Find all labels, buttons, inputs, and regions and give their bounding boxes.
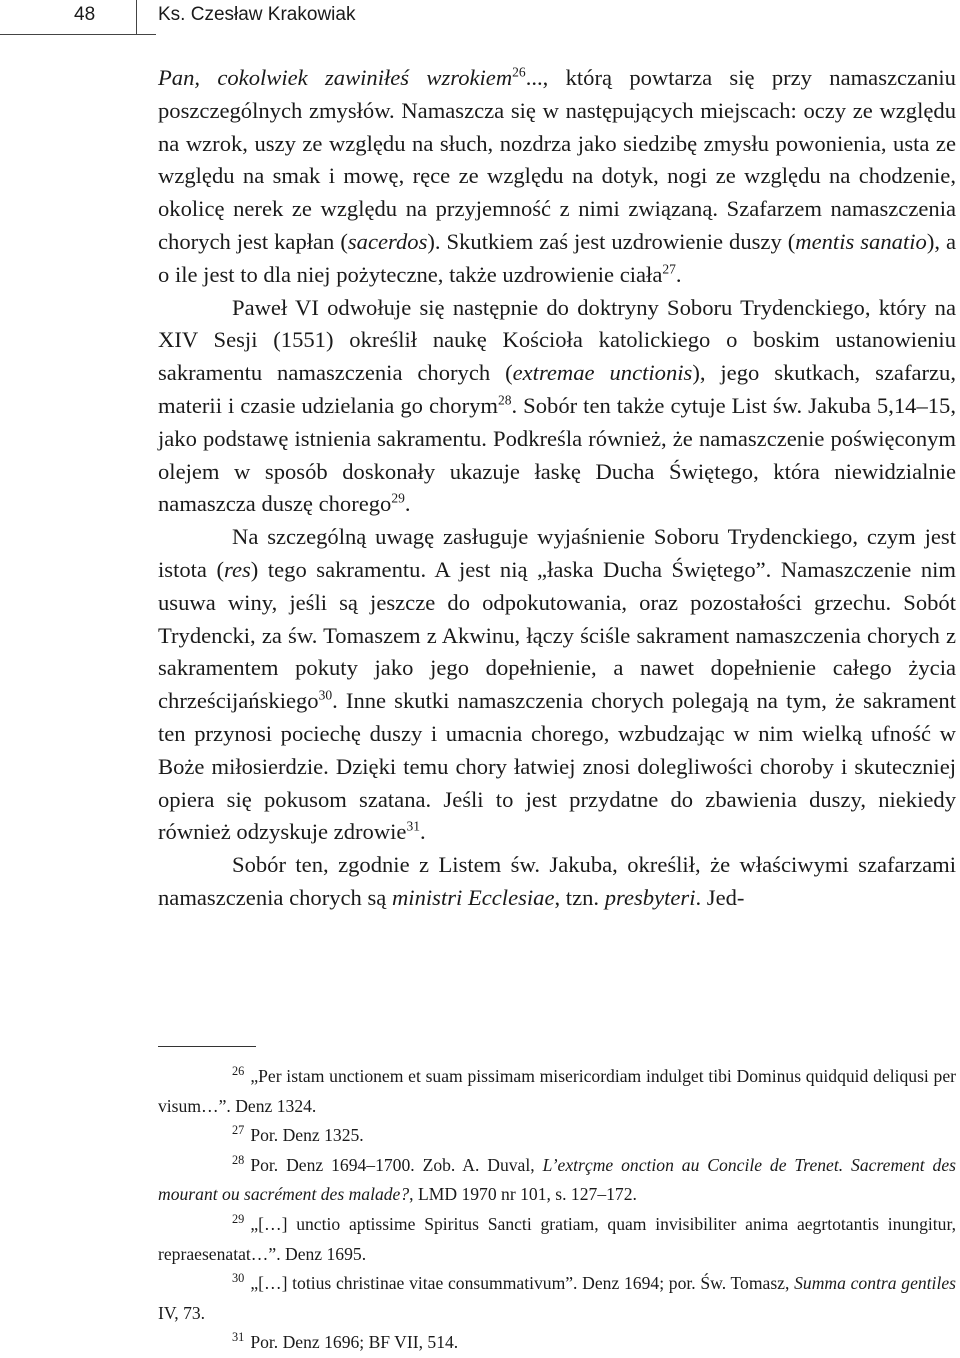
text-run: ), jego skutkach, szafarzu, materii i czasie udzielania go chorym xyxy=(158,360,956,418)
italic-text: L’extrçme onction au Concile de Trenet. Sacrement des mourant ou sacrément des malade? xyxy=(158,1154,957,1205)
text-run: ). Skutkiem zaś jest uzdrowienie duszy ( xyxy=(427,228,796,254)
body-paragraph xyxy=(158,849,956,915)
text-run: ..., którą powtarza się przy namaszczaniu poszczególnych zmysłów. Namaszcza się w następujących miejscach: oczy ze względu na wzrok, uszy ze względu na słuch, nozdrza jako siedzibę zmysłu powonienia, usta ze względu na smak i mowę, ręce ze względu na dotyk, nogi ze względu na chodzenie, okolicę nerek ze względu na przyjemność z nimi związaną. Szafarzem namaszczenia chorych jest kapłan ( xyxy=(158,65,956,254)
running-title: Ks. Czesław Krakowiak xyxy=(158,4,356,25)
footnote-number: 26 xyxy=(232,1064,245,1079)
text-run: ), a o ile jest to dla niej pożyteczne, także uzdrowienie ciała xyxy=(158,228,957,287)
italic-text: Summa contra gentiles xyxy=(794,1273,956,1294)
header-rule xyxy=(0,34,156,35)
text-run: . xyxy=(420,819,426,845)
footnote-item xyxy=(158,1151,956,1210)
footnote-item xyxy=(158,1062,956,1121)
italic-text: sacerdos xyxy=(347,228,428,254)
footnotes xyxy=(158,1062,956,1358)
text-run: . Sobór ten także cytuje List św. Jakuba 5,14–15, jako podstawę istnienia sakramentu. Podkreśla również, że namaszczenie poświęconym olejem w sposób doskonały ukazuje łaskę Ducha Świętego, która niewidzialnie namaszcza duszę chorego xyxy=(158,392,956,517)
text-run: , tzn. xyxy=(554,884,605,910)
text-run: , LMD 1970 nr 101, s. 127–172. xyxy=(409,1184,637,1205)
page-number: 48 xyxy=(74,4,96,25)
footnote-number: 31 xyxy=(232,1330,245,1345)
text-run: . Inne skutki namaszczenia chorych polegają na tym, że sakrament ten przynosi pociechę duszy i umacnia chorego, wzbudzając w nim wielką ufność w Boże miłosierdzie. Dzięki temu chory łatwiej znosi dolegliwości choroby i skuteczniej opiera się pokusom szatana. Jeśli to jest przydatne do zbawienia duszy, niekiedy również odzyskuje zdrowie xyxy=(158,688,956,845)
footnote-number: 29 xyxy=(232,1212,245,1227)
footnote-item xyxy=(158,1328,956,1358)
footnote-ref[interactable]: 29 xyxy=(391,490,405,506)
footnote-number: 27 xyxy=(232,1123,245,1138)
text-run: IV, 73. xyxy=(158,1302,206,1323)
italic-text: Pan, cokolwiek zawiniłeś wzrokiem xyxy=(158,65,513,90)
footnote-number: 28 xyxy=(232,1152,245,1167)
text-run: „[…] unctio aptissime Spiritus Sancti gratiam, quam invisibiliter anima aegrtotantis inungitur, repraesenatat…”. Denz 1695. xyxy=(158,1213,956,1264)
body-paragraph xyxy=(158,62,956,292)
text-run: ) tego sakramentu. A jest nią „łaska Ducha Świętego”. Namaszczenie nim usuwa winy, jeśli są jeszcze do odpokutowania, oraz pozostałości grzechu. Sobót Trydencki, za św. Tomaszem z Akwinu, łączy ściśle sakrament namaszczenia chorych z sakramentem pokuty jako jego dopełnienie, a nawet dopełnienie całego życia chrześcijańskiego xyxy=(158,556,956,714)
text-run: . Jed- xyxy=(695,884,745,910)
italic-text: ministri Ecclesiae xyxy=(391,884,555,910)
text-run: „Per istam unctionem et suam pissimam misericordiam indulget tibi Dominus quidquid deliqusi per visum…”. Denz 1324. xyxy=(158,1066,956,1116)
text-run: Na szczególną uwagę zasługuje wyjaśnienie Soboru Trydenckiego, czym jest istota ( xyxy=(158,524,956,582)
footnote-number: 30 xyxy=(232,1271,245,1286)
footnote-ref[interactable]: 31 xyxy=(406,818,420,834)
text-run: Por. Denz 1696; BF VII, 514. xyxy=(250,1332,459,1353)
text-run: Paweł VI odwołuje się następnie do doktryny Soboru Trydenckiego, który na XIV Sesji (1551) określił naukę Kościoła katolickiego o boskim ustanowieniu sakramentu namaszczenia chorych ( xyxy=(158,294,956,386)
footnote-item xyxy=(158,1210,956,1269)
main-text xyxy=(158,62,956,915)
text-run: Sobór ten, zgodnie z Listem św. Jakuba, określił, że właściwymi szafarzami namaszczenia chorych są xyxy=(158,852,956,910)
footnote-ref[interactable]: 30 xyxy=(318,687,333,703)
text-run: „[…] totius christinae vitae consummativum”. Denz 1694; por. Św. Tomasz, xyxy=(250,1273,795,1294)
footnote-ref[interactable]: 27 xyxy=(662,261,676,277)
footnote-separator xyxy=(158,1046,256,1047)
italic-text: presbyteri xyxy=(604,884,696,910)
footnote-item xyxy=(158,1269,956,1328)
text-run: Por. Denz 1694–1700. Zob. A. Duval, xyxy=(250,1154,543,1175)
text-run: . xyxy=(404,491,411,517)
header-divider xyxy=(136,0,137,34)
italic-text: mentis sanatio xyxy=(795,228,927,254)
running-header xyxy=(0,0,960,40)
text-run: Por. Denz 1325. xyxy=(250,1125,364,1146)
footnote-ref[interactable]: 28 xyxy=(497,392,512,408)
body-paragraph xyxy=(158,521,956,849)
italic-text: extremae unctionis xyxy=(512,360,693,386)
italic-text: res xyxy=(224,556,251,582)
text-run: . xyxy=(675,261,682,287)
footnote-ref[interactable]: 26 xyxy=(512,64,526,80)
body-paragraph xyxy=(158,292,956,522)
footnote-item xyxy=(158,1121,956,1151)
